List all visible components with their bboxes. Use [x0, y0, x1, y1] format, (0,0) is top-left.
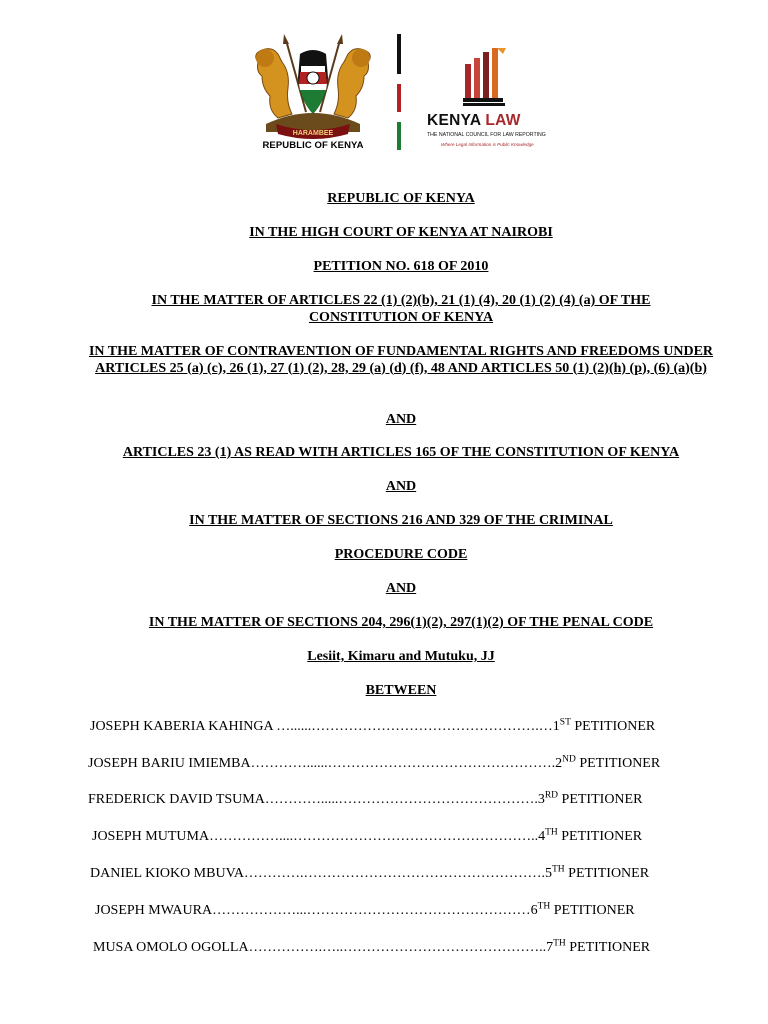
procedure-code-heading: PROCEDURE CODE: [334, 547, 468, 562]
petitioner-row: [88, 756, 660, 772]
header-logos: [0, 30, 768, 155]
petitioner-name: MUSA OMOLO OGOLLA: [93, 940, 249, 955]
coat-of-arms: [248, 32, 378, 154]
petitioner-row: [90, 866, 649, 882]
petitioner-row: [95, 903, 635, 919]
petitioner-name: FREDERICK DAVID TSUMA: [88, 792, 265, 807]
petitioner-name: DANIEL KIOKO MBUVA: [90, 866, 244, 881]
kenya-law-logo: [425, 48, 555, 158]
petitioner-row: [90, 719, 655, 735]
and-separator-1: AND: [385, 412, 417, 427]
petitioner-row: [88, 792, 642, 808]
republic-heading: REPUBLIC OF KENYA: [327, 191, 475, 206]
petitioner-ordinal: TH: [553, 938, 566, 949]
matter-contravention-heading: IN THE MATTER OF CONTRAVENTION OF FUNDAMENTAL RIGHTS AND FREEDOMS UNDER ARTICLES 25 (a) (c), 26 (1), 27 (1) (2), 28, 29 (a) (d) (f), 48 AND ARTICLES 50 (1) (2)(h) (p), (6) (a)(b): [88, 344, 714, 376]
petitioner-role: PETITIONER: [575, 756, 661, 771]
petitioner-leader-dots: …......………………………………………….…1: [272, 719, 560, 734]
petitioner-role: PETITIONER: [564, 866, 650, 881]
and-separator-2: AND: [385, 479, 417, 494]
petitioner-ordinal: TH: [545, 827, 558, 838]
kenya-law-tagline: Where Legal Information is Public Knowledge: [441, 142, 534, 147]
petitioner-leader-dots: ………….....…………………………………….3: [264, 792, 545, 807]
court-heading: IN THE HIGH COURT OF KENYA AT NAIROBI: [249, 225, 553, 240]
petitioner-role: PETITIONER: [557, 829, 643, 844]
kenya-law-wordmark-kenya: KENYA: [427, 112, 481, 129]
matter-articles-heading: IN THE MATTER OF ARTICLES 22 (1) (2)(b), 21 (1) (4), 20 (1) (2) (4) (a) OF THE CONSTITUTION OF KENYA: [151, 293, 651, 325]
petitioner-row: [93, 940, 650, 956]
flag-divider: [397, 34, 402, 150]
petitioner-ordinal: RD: [544, 790, 559, 801]
penal-code-heading: IN THE MATTER OF SECTIONS 204, 296(1)(2), 297(1)(2) OF THE PENAL CODE: [148, 615, 654, 630]
judges-line: Lesiit, Kimaru and Mutuku, JJ: [307, 649, 495, 664]
motto-text: HARAMBEE: [292, 130, 334, 137]
coat-of-arms-caption: REPUBLIC OF KENYA: [262, 140, 364, 151]
petitioner-leader-dots: ………………...…………………………………………6: [212, 903, 538, 918]
petitioner-leader-dots: ……………....……………………………………………..4: [209, 829, 546, 844]
petition-number: PETITION NO. 618 OF 2010: [313, 259, 489, 274]
petitioner-role: PETITIONER: [570, 719, 656, 734]
petitioner-ordinal: ND: [562, 754, 576, 765]
articles-23-heading: ARTICLES 23 (1) AS READ WITH ARTICLES 165 OF THE CONSTITUTION OF KENYA: [122, 445, 680, 460]
petitioner-role: PETITIONER: [558, 792, 643, 807]
petitioner-role: PETITIONER: [550, 903, 635, 918]
kenya-law-wordmark-law: LAW: [480, 112, 521, 129]
petitioner-ordinal: TH: [537, 901, 551, 912]
petitioner-ordinal: ST: [559, 717, 571, 728]
kenya-law-subtitle: THE NATIONAL COUNCIL FOR LAW REPORTING: [427, 132, 546, 138]
petitioner-leader-dots: …………......………………………………………….2: [250, 756, 563, 771]
petitioner-leader-dots: …………….…..……………………………………..7: [248, 940, 554, 955]
and-separator-3: AND: [385, 581, 417, 596]
criminal-procedure-heading: IN THE MATTER OF SECTIONS 216 AND 329 OF THE CRIMINAL: [189, 513, 613, 528]
petitioner-ordinal: TH: [552, 864, 565, 875]
petitioner-name: JOSEPH BARIU IMIEMBA: [88, 756, 251, 771]
between-heading: BETWEEN: [365, 683, 437, 698]
petitioner-name: JOSEPH KABERIA KAHINGA: [90, 719, 273, 734]
petitioner-role: PETITIONER: [565, 940, 651, 955]
petitioner-name: JOSEPH MUTUMA: [92, 829, 210, 844]
coat-of-arms-emblem-icon: [248, 32, 378, 140]
petitioner-leader-dots: ………….…………………………………………….5: [244, 866, 552, 881]
kenya-law-wordmark: [427, 112, 521, 130]
petitioner-row: [92, 829, 642, 845]
kenya-law-columns-icon: [463, 48, 515, 108]
petitioner-name: JOSEPH MWAURA: [95, 903, 213, 918]
